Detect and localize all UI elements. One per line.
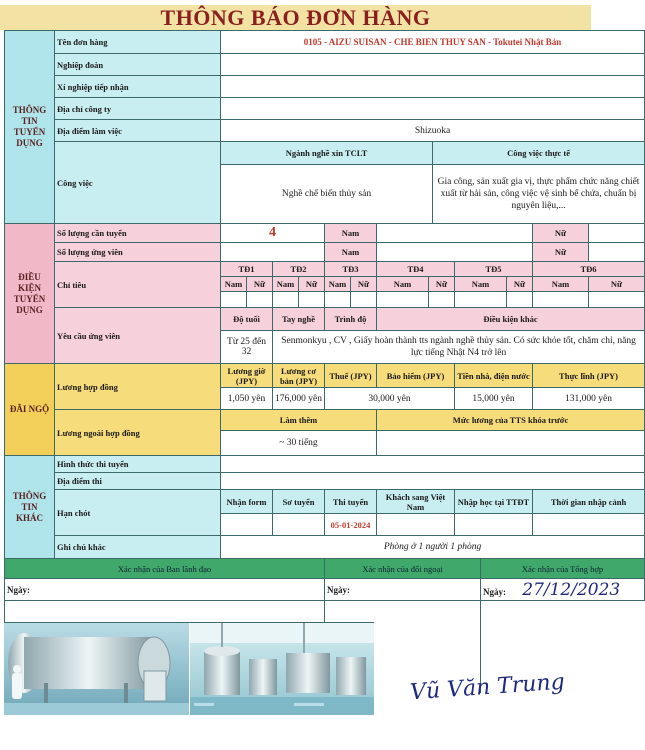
base-header: Lương cơ bản (JPY) bbox=[273, 364, 325, 388]
td6-male: Nam bbox=[533, 277, 589, 292]
td4-header: TĐ4 bbox=[377, 262, 455, 277]
receive-form-header: Nhận form bbox=[221, 490, 273, 514]
candidates-male-label: Nam bbox=[325, 243, 377, 262]
other-conditions-value: Senmonkyu , CV , Giấy hoàn thành tts ngành nghề thủy sản. Có sức khỏe tốt, chăm chỉ, năng lực tiếng Nhật N4 trở lên bbox=[273, 331, 645, 364]
net-header: Thực lĩnh (JPY) bbox=[533, 364, 645, 388]
hourly-value: 1,050 yên bbox=[221, 388, 273, 410]
deadline-label: Hạn chót bbox=[55, 490, 221, 536]
job-label: Công việc bbox=[55, 142, 221, 224]
exam-form-value bbox=[221, 456, 645, 473]
union-label: Nghiệp đoàn bbox=[55, 54, 221, 76]
td6-male-value bbox=[533, 292, 589, 308]
target-label: Chỉ tiêu bbox=[55, 262, 221, 308]
guest-visit-value bbox=[377, 514, 455, 536]
section-benefits-label: ĐÃI NGỘ bbox=[5, 364, 55, 456]
td1-header: TĐ1 bbox=[221, 262, 273, 277]
candidates-label: Số lượng ứng viên bbox=[55, 243, 221, 262]
td2-header: TĐ2 bbox=[273, 262, 325, 277]
td2-female-value bbox=[299, 292, 325, 308]
job-actual-value: Gia công, sản xuất gia vị, thực phẩm chức năng chiết xuất từ hải sản, công việc vệ sinh bể chứa, chuẩn bị nguyên liệu,... bbox=[437, 176, 640, 211]
quota-female-value bbox=[589, 224, 645, 243]
notes-value: Phòng ở 1 người 1 phòng bbox=[221, 536, 645, 559]
exam-place-label: Địa điểm thi bbox=[55, 473, 221, 490]
overtime-value: ~ 30 tiếng bbox=[221, 431, 377, 456]
quota-male-label: Nam bbox=[325, 224, 377, 243]
quota-male-value bbox=[377, 224, 533, 243]
overtime-header: Làm thêm bbox=[221, 410, 377, 431]
requirements-label: Yêu cầu ứng viên bbox=[55, 308, 221, 364]
external-date-label: Ngày: bbox=[325, 579, 481, 601]
confirm-general-header: Xác nhận của Tổng hợp bbox=[481, 559, 645, 579]
td5-header: TĐ5 bbox=[455, 262, 533, 277]
confirm-external-header: Xác nhận của đối ngoại bbox=[325, 559, 481, 579]
guest-visit-header: Khách sang Việt Nam bbox=[377, 490, 455, 514]
tax-header: Thuế (JPY) bbox=[325, 364, 377, 388]
immigration-header: Thời gian nhập cảnh bbox=[533, 490, 645, 514]
immigration-value bbox=[533, 514, 645, 536]
signature: Vũ Văn Trung bbox=[409, 669, 566, 706]
exam-place-value bbox=[221, 473, 645, 490]
td1-female: Nữ bbox=[247, 277, 273, 292]
receive-form-value bbox=[221, 514, 273, 536]
td4-female: Nữ bbox=[429, 277, 455, 292]
quota-female-label: Nữ bbox=[533, 224, 589, 243]
skill-header: Tay nghề bbox=[273, 308, 325, 331]
workplace-label: Địa điểm làm việc bbox=[55, 120, 221, 142]
preliminary-header: Sơ tuyển bbox=[273, 490, 325, 514]
union-value bbox=[221, 54, 645, 76]
job-field-header: Ngành nghề xin TCLT bbox=[221, 142, 433, 164]
td4-male-value bbox=[377, 292, 429, 308]
quota-value: 4 bbox=[221, 224, 325, 243]
other-conditions-header: Điều kiện khác bbox=[377, 308, 645, 331]
housing-value: 15,000 yên bbox=[455, 388, 533, 410]
td3-male: Nam bbox=[325, 277, 351, 292]
housing-header: Tiền nhà, điện nước bbox=[455, 364, 533, 388]
job-field-value: Nghề chế biến thủy sản bbox=[221, 164, 433, 223]
td3-header: TĐ3 bbox=[325, 262, 377, 277]
td1-female-value bbox=[247, 292, 273, 308]
td1-male-value bbox=[221, 292, 247, 308]
td3-male-value bbox=[325, 292, 351, 308]
page-title: THÔNG BÁO ĐƠN HÀNG bbox=[0, 5, 591, 30]
td6-female-value bbox=[589, 292, 645, 308]
job-actual-header: Công việc thực tế bbox=[433, 142, 645, 164]
section-info-label: THÔNG TIN TUYỂN DỤNG bbox=[5, 31, 55, 224]
exam-header: Thi tuyển bbox=[325, 490, 377, 514]
handwritten-date: 27/12/2023 bbox=[522, 579, 621, 600]
leader-date-label: Ngày: bbox=[5, 579, 325, 601]
td3-female: Nữ bbox=[351, 277, 377, 292]
address-label: Địa chỉ công ty bbox=[55, 98, 221, 120]
preliminary-value bbox=[273, 514, 325, 536]
company-label: Xí nghiệp tiếp nhận bbox=[55, 76, 221, 98]
confirm-leader-header: Xác nhận của Ban lãnh đạo bbox=[5, 559, 325, 579]
extra-salary-label: Lương ngoài hợp đồng bbox=[55, 410, 221, 456]
order-name-label: Tên đơn hàng bbox=[55, 31, 221, 54]
workplace-value: Shizuoka bbox=[221, 120, 645, 142]
td6-header: TĐ6 bbox=[533, 262, 645, 277]
candidates-female-label: Nữ bbox=[533, 243, 589, 262]
td3-female-value bbox=[351, 292, 377, 308]
factory-photo-illustration bbox=[4, 623, 374, 715]
age-header: Độ tuổi bbox=[221, 308, 273, 331]
td4-female-value bbox=[429, 292, 455, 308]
td6-female: Nữ bbox=[589, 277, 645, 292]
tax-insurance-value: 30,000 yên bbox=[325, 388, 455, 410]
td2-female: Nữ bbox=[299, 277, 325, 292]
exam-form-label: Hình thức thi tuyển bbox=[55, 456, 221, 473]
candidates-value bbox=[221, 243, 325, 262]
td1-male: Nam bbox=[221, 277, 247, 292]
td5-male: Nam bbox=[455, 277, 507, 292]
exam-date-value: 05-01-2024 bbox=[325, 514, 377, 536]
job-subtable bbox=[221, 142, 644, 223]
section-other-label: THÔNG TIN KHÁC bbox=[5, 456, 55, 559]
factory-photo bbox=[4, 622, 374, 715]
td4-male: Nam bbox=[377, 277, 429, 292]
net-value: 131,000 yên bbox=[533, 388, 645, 410]
section-conditions-label: ĐIỀU KIỆN TUYỂN DỤNG bbox=[5, 224, 55, 364]
training-entry-header: Nhập học tại TTĐT bbox=[455, 490, 533, 514]
notes-label: Ghi chú khác bbox=[55, 536, 221, 559]
contract-salary-label: Lương hợp đồng bbox=[55, 364, 221, 410]
company-value bbox=[221, 76, 645, 98]
td5-male-value bbox=[455, 292, 507, 308]
base-value: 176,000 yên bbox=[273, 388, 325, 410]
td2-male-value bbox=[273, 292, 299, 308]
insurance-header: Bảo hiểm (JPY) bbox=[377, 364, 455, 388]
age-value: Từ 25 đến 32 bbox=[221, 331, 273, 364]
level-header: Trình độ bbox=[325, 308, 377, 331]
address-value bbox=[221, 98, 645, 120]
hourly-header: Lương giờ (JPY) bbox=[221, 364, 273, 388]
quota-label: Số lượng cần tuyển bbox=[55, 224, 221, 243]
training-entry-value bbox=[455, 514, 533, 536]
td2-male: Nam bbox=[273, 277, 299, 292]
previous-salary-header: Mức lương của TTS khóa trước bbox=[377, 410, 645, 431]
td5-female-value bbox=[507, 292, 533, 308]
order-name-value: 0105 - AIZU SUISAN - CHE BIEN THUY SAN - Tokutei Nhật Bản bbox=[221, 31, 645, 54]
general-date-label: Ngày: bbox=[483, 586, 506, 597]
candidates-male-value bbox=[377, 243, 533, 262]
candidates-female-value bbox=[589, 243, 645, 262]
previous-salary-value bbox=[377, 431, 645, 456]
order-table bbox=[4, 30, 645, 693]
td5-female: Nữ bbox=[507, 277, 533, 292]
